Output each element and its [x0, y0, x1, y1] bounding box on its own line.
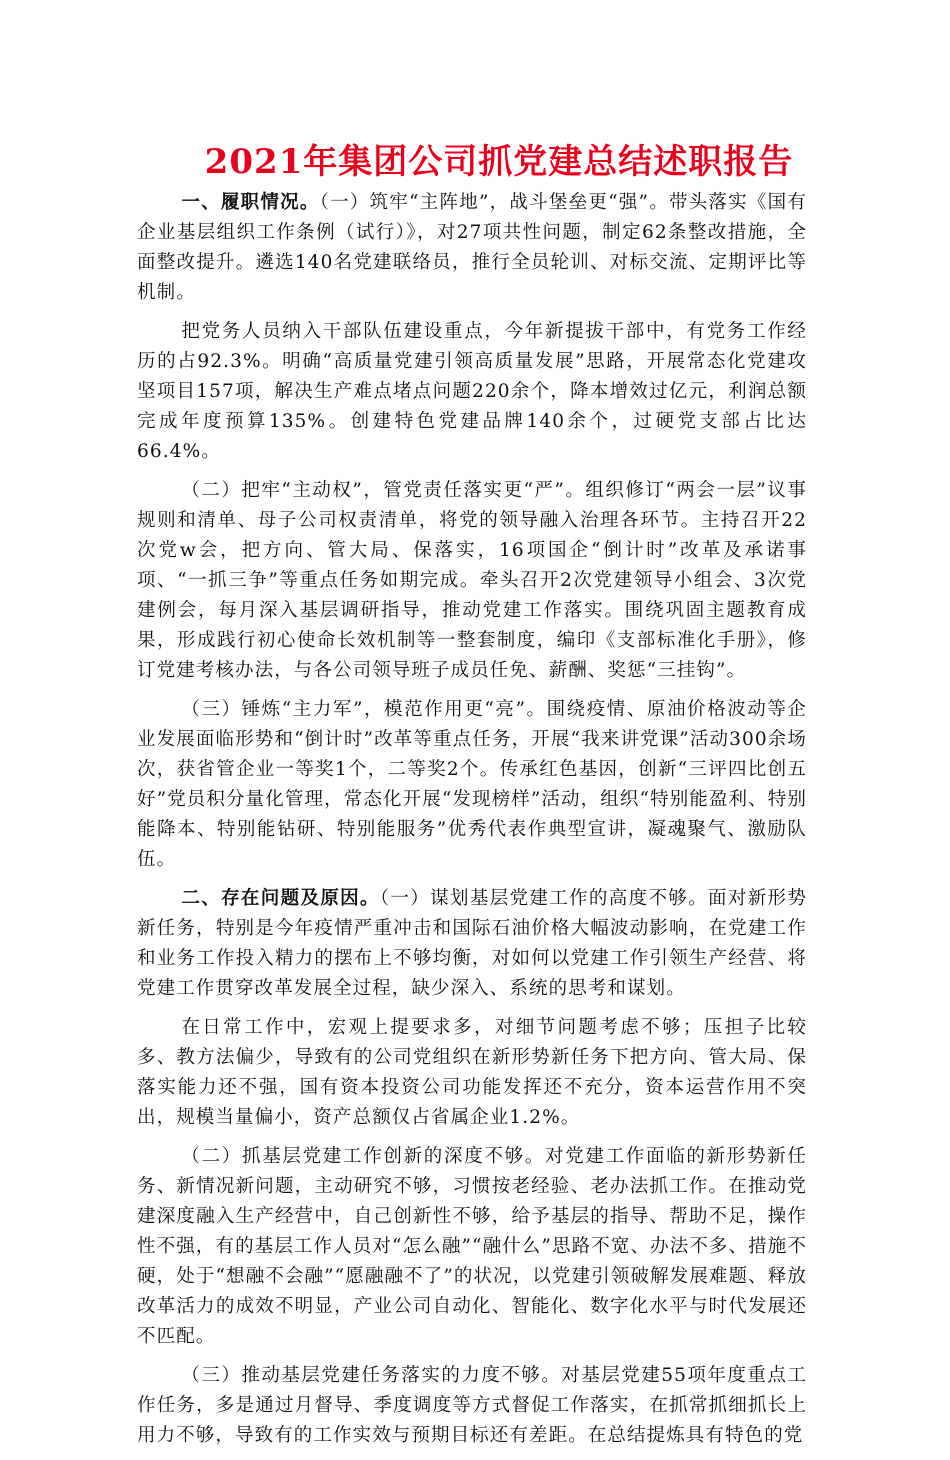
paragraph: （二）把牢“主动权”，管党责任落实更“严”。组织修订“两会一层”议事规则和清单、母子公司权责清单，将党的领导融入治理各环节。主持召开22次党w会，把方向、管大局、保落实，16项国企“倒计时”改革及承诺事项、“一抓三争”等重点任务如期完成。牵头召开2次党建领导小组会、3次党建例会，每月深入基层调研指导，推动党建工作落实。围绕巩固主题教育成果，形成践行初心使命长效机制等一整套制度，编印《支部标准化手册》，修订党建考核办法，与各公司领导班子成员任免、薪酬、奖惩“三挂钩”。	[137, 480, 807, 681]
paragraph: 在日常工作中，宏观上提要求多，对细节问题考虑不够；压担子比较多、教方法偏少，导致有的公司党组织在新形势新任务下把方向、管大局、保落实能力还不强，国有资本投资公司功能发挥还不充分，资本运营作用不突出，规模当量偏小，资产总额仅占省属企业1.2%。	[137, 1017, 807, 1128]
paragraph: （三）推动基层党建任务落实的力度不够。对基层党建55项年度重点工作任务，多是通过月督导、季度调度等方式督促工作落实，在抓常抓细抓长上用力不够，导致有的工作实效与预期目标还有差距。在总结提炼具有特色的党	[137, 1365, 807, 1446]
paragraph: （三）锤炼“主力军”，模范作用更“亮”。围绕疫情、原油价格波动等企业发展面临形势和“倒计时”改革等重点任务，开展“我来讲党课”活动300余场次，获省管企业一等奖1个，二等奖2个。传承红色基因，创新“三评四比创五好”党员积分量化管理，常态化开展“发现榜样”活动，组织“特别能盈利、特别能降本、特别能钻研、特别能服务”优秀代表作典型宣讲，凝魂聚气、激励队伍。	[137, 699, 807, 870]
document-title: 2021年集团公司抓党建总结述职报告	[204, 142, 794, 182]
paragraph	[137, 884, 807, 1004]
paragraph: 把党务人员纳入干部队伍建设重点，今年新提拔干部中，有党务工作经历的占92.3%。明确“高质量党建引领高质量发展”思路，开展常态化党建攻坚项目157项，解决生产难点堵点问题220余个，降本增效过亿元，利润总额完成年度预算135%。创建特色党建品牌140余个，过硬党支部占比达66.4%。	[137, 321, 807, 462]
paragraph-text: （一）谋划基层党建工作的高度不够。面对新形势新任务，特别是今年疫情严重冲击和国际石油价格大幅波动影响，在党建工作和业务工作投入精力的摆布上不够均衡，对如何以党建工作引领生产经营、将党建工作贯穿改革发展全过程，缺少深入、系统的思考和谋划。	[137, 888, 807, 999]
paragraph	[137, 188, 807, 308]
section-heading: 一、履职情况。	[181, 192, 320, 213]
paragraph-text: （一）筑牢“主阵地”，战斗堡垒更“强”。带头落实《国有企业基层组织工作条例（试行）》，对27项共性问题，制定62条整改措施，全面整改提升。遴选140名党建联络员，推行全员轮训、对标交流、定期评比等机制。	[137, 192, 807, 303]
section-heading: 二、存在问题及原因。	[181, 888, 380, 909]
document-body	[137, 188, 807, 1460]
paragraph: （二）抓基层党建工作创新的深度不够。对党建工作面临的新形势新任务、新情况新问题，主动研究不够，习惯按老经验、老办法抓工作。在推动党建深度融入生产经营中，自己创新性不够，给予基层的指导、帮助不足，操作性不强，有的基层工作人员对“怎么融”“融什么”思路不宽、办法不多、措施不硬，处于“想融不会融”“愿融融不了”的状况，以党建引领破解发展难题、释放改革活力的成效不明显，产业公司自动化、智能化、数字化水平与时代发展还不匹配。	[137, 1146, 807, 1347]
